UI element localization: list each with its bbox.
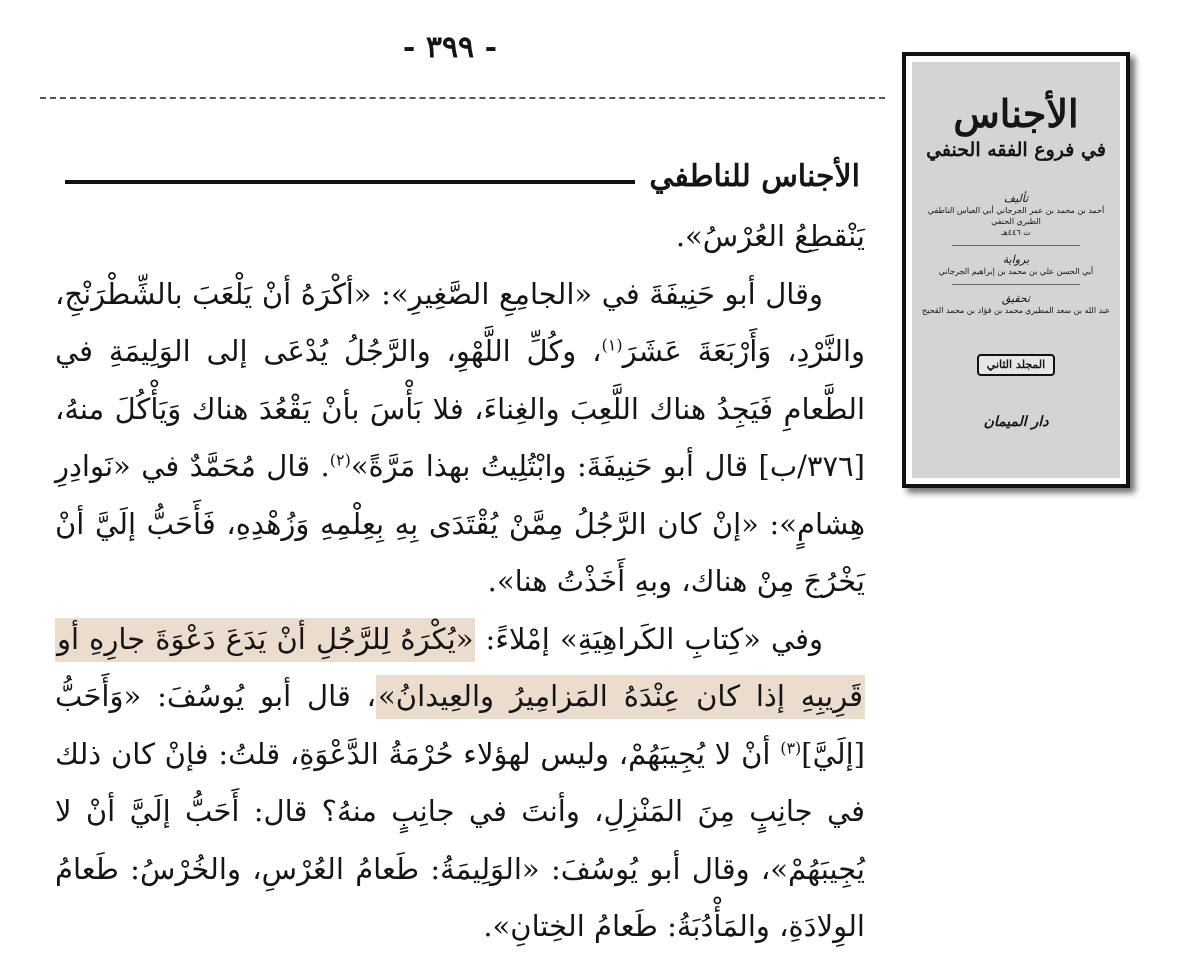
paragraph bbox=[55, 208, 865, 266]
cover-editor-right: عبد الله بن سعد المطيري bbox=[1024, 306, 1110, 315]
book-cover-image bbox=[902, 52, 1130, 488]
text-run: ، وكُلِّ اللَّهْوِ، والرَّجُلُ يُدْعَى إلى الوَلِيمَةِ في الطَّعامِ فَيَجِدُ هناك اللَّعِبَ والغِناءَ، فلا بَأْسَ بأنْ يَقْعُدَ هناك وَيَأْكُلَ منهُ، [٣٧٦/ب] قال أبو حَنِيفَةَ: وابْتُلِيتُ بهذا مَرَّةً» bbox=[55, 334, 865, 483]
running-head-title: الأجناس للناطفي bbox=[649, 159, 860, 194]
book-cover bbox=[912, 62, 1120, 478]
footnote-marker: (٣) bbox=[780, 737, 802, 757]
text-run: ، قال أبو يُوسُفَ: «وَأَحَبُّ [إلَيَّ] bbox=[55, 679, 865, 771]
text-run: يَنْقطِعُ العُرْسُ». bbox=[675, 219, 865, 253]
text-run: . قال مُحَمَّدٌ في «نَوادِرِ هِشامٍ»: «إنْ كان الرَّجُلُ مِمَّنْ يُقْتَدَى بِهِ بِعِلْمِهِ وَزُهْدِهِ، فَأَحَبُّ إلَيَّ أنْ يَخْرُجَ مِنْ هناك، وبهِ أَخَذْتُ هنا». bbox=[55, 449, 865, 598]
text-run: وقال أبو حَنِيفَةَ في «الجامِعِ الصَّغِيرِ»: «أكْرَهُ أنْ يَلْعَبَ بالشِّطْرَنْجِ، والنَّرْدِ، وَأَرْبَعَةَ عَشَرَ bbox=[55, 276, 866, 368]
dashed-divider bbox=[40, 97, 885, 99]
page-number: - ٣٩٩ - bbox=[402, 30, 498, 65]
body-text bbox=[55, 208, 865, 956]
cover-editor-left: محمد بن فؤاد بن محمد القحيح bbox=[922, 306, 1024, 315]
cover-narrator: أبي الحسن علي بن محمد بن إبراهيم الجرجاني bbox=[938, 267, 1094, 276]
cover-publisher-logo: دار الميمان bbox=[983, 414, 1049, 430]
running-head-rule bbox=[65, 180, 635, 184]
highlighted-quote: «يُكْرَهُ لِلرَّجُلِ أنْ يَدَعَ دَعْوَةَ جارِهِ أو قَرِيبِهِ إذا كان عِنْدَهُ المَزامِيرُ والعِيدانُ» bbox=[55, 618, 865, 720]
cover-editors-label: تحقيق bbox=[1001, 292, 1031, 305]
footnote-marker: (١) bbox=[601, 335, 623, 355]
cover-subtitle: في فروع الفقه الحنفي bbox=[926, 139, 1106, 161]
cover-narrator-label: برواية bbox=[1002, 253, 1030, 266]
cover-title: الأجناس bbox=[953, 91, 1079, 136]
text-run: وفي «كِتابِ الكَراهِيَةِ» إمْلاءً: bbox=[475, 621, 823, 656]
text-run: أنْ لا يُجِيبَهُمْ، وليس لهؤلاء حُرْمَةُ الدَّعْوَةِ، قلتُ: فإنْ كان ذلك في جانِبٍ مِنَ المَنْزِلِ، وأنتَ في جانِبٍ منهُ؟ قال: أَحَبُّ إلَيَّ أنْ لا يُجِيبَهُمْ»، وقال أبو يُوسُفَ: «الوَلِيمَةُ: طَعامُ العُرْسِ، والخُرْسُ: طَعامُ الوِلادَةِ، والمَأْدُبَةُ: طَعامُ الخِتانِ». bbox=[55, 736, 865, 943]
cover-author-label: تأليف bbox=[1003, 192, 1029, 205]
footnote-marker: (٢) bbox=[329, 450, 351, 470]
paragraph bbox=[55, 611, 865, 956]
cover-divider bbox=[952, 284, 1080, 285]
cover-author: أحمد بن محمد بن عمر الجرجاني أبي العباس الناطفي الطبري الحنفي bbox=[927, 206, 1105, 226]
cover-author-death: ت ٤٤٦هـ bbox=[1001, 228, 1031, 237]
cover-divider bbox=[952, 245, 1080, 246]
cover-volume-label: المجلد الثاني bbox=[977, 354, 1055, 376]
running-head bbox=[65, 150, 860, 194]
paragraph bbox=[55, 266, 865, 611]
cover-editors bbox=[912, 305, 1120, 316]
